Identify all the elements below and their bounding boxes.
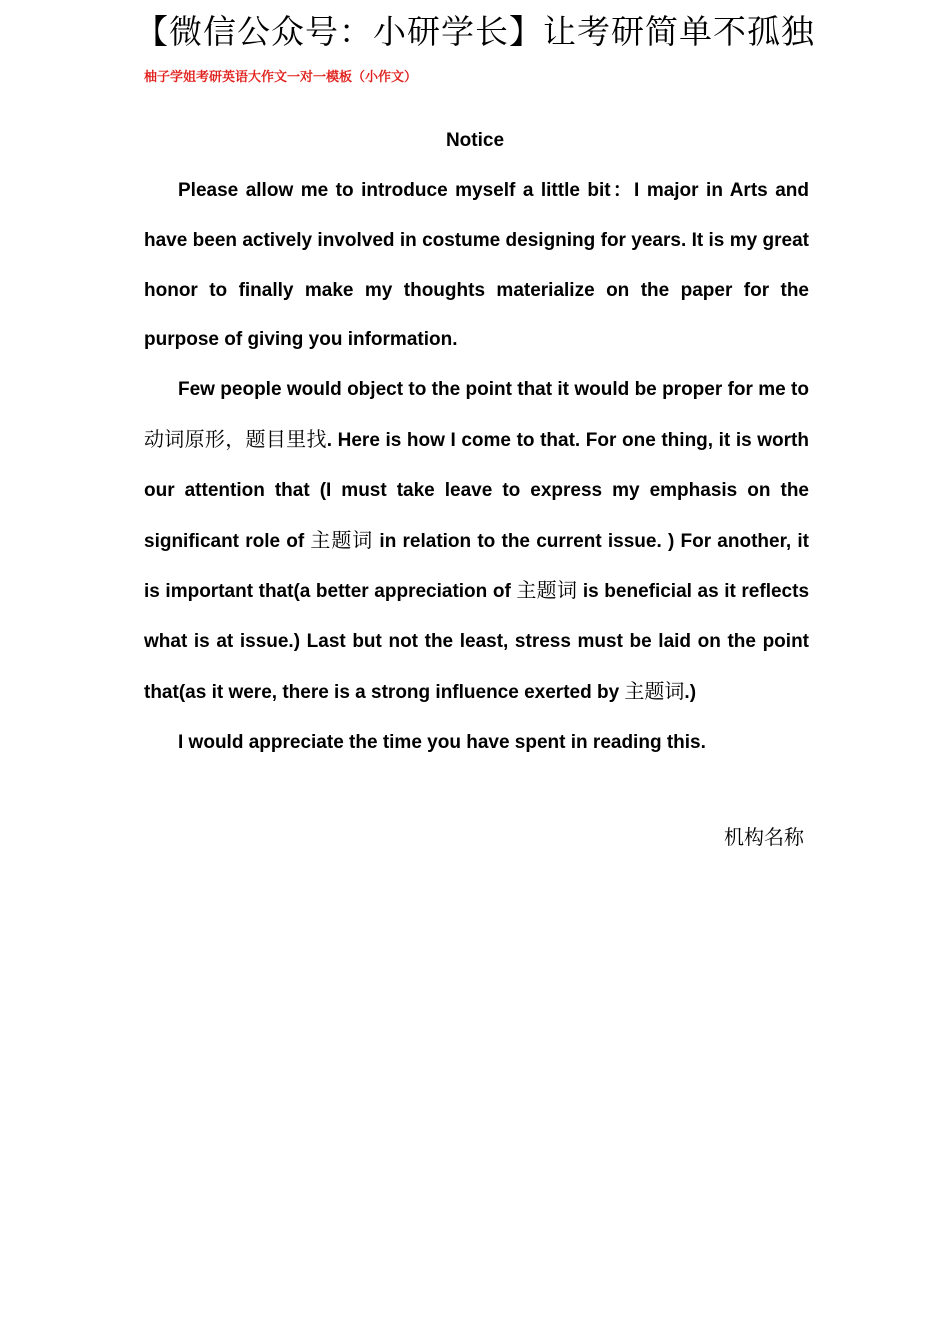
keyword-placeholder: 主题词 <box>624 678 685 703</box>
template-subtitle: 柚子学姐考研英语大作文一对一模板（小作文） <box>144 70 418 85</box>
notice-title: Notice <box>445 130 505 151</box>
paragraph-main <box>144 365 809 718</box>
paragraph-closing: I would appreciate the time you have spent in reading this. <box>178 731 706 753</box>
paragraph-main-text: in relation to the current issue. ) For another, it is important that(a better appreciation of <box>144 530 810 603</box>
keyword-placeholder: 主题词 <box>310 527 374 552</box>
paragraph-main-text: . Here is how I come to that. For one thing, it is worth our attention that (I must take leave to express my emphasis on the significant role of <box>144 429 809 552</box>
paragraph-main-text: is beneficial as it reflects what is at issue.) Last but not the least, stress must be laid on the point that(as it were, there is a strong influence exerted by <box>144 581 810 703</box>
keyword-placeholder: 主题词 <box>516 578 578 603</box>
essay-body <box>144 166 809 768</box>
verb-placeholder: 动词原形，题目里找 <box>144 426 327 451</box>
organization-signature: 机构名称 <box>724 825 804 849</box>
wechat-banner: 【微信公众号：小研学长】让考研简单不孤独 <box>135 12 815 51</box>
paragraph-introduction: Please allow me to introduce myself a little bit：I major in Arts and have been actively involved in costume designing for years. It is my great honor to finally make my thoughts materialize on the paper for the purpose of giving you information. <box>144 180 809 351</box>
paragraph-main-text: Few people would object to the point that it would be proper for me to <box>178 379 809 401</box>
paragraph-main-text: .) <box>684 681 697 703</box>
